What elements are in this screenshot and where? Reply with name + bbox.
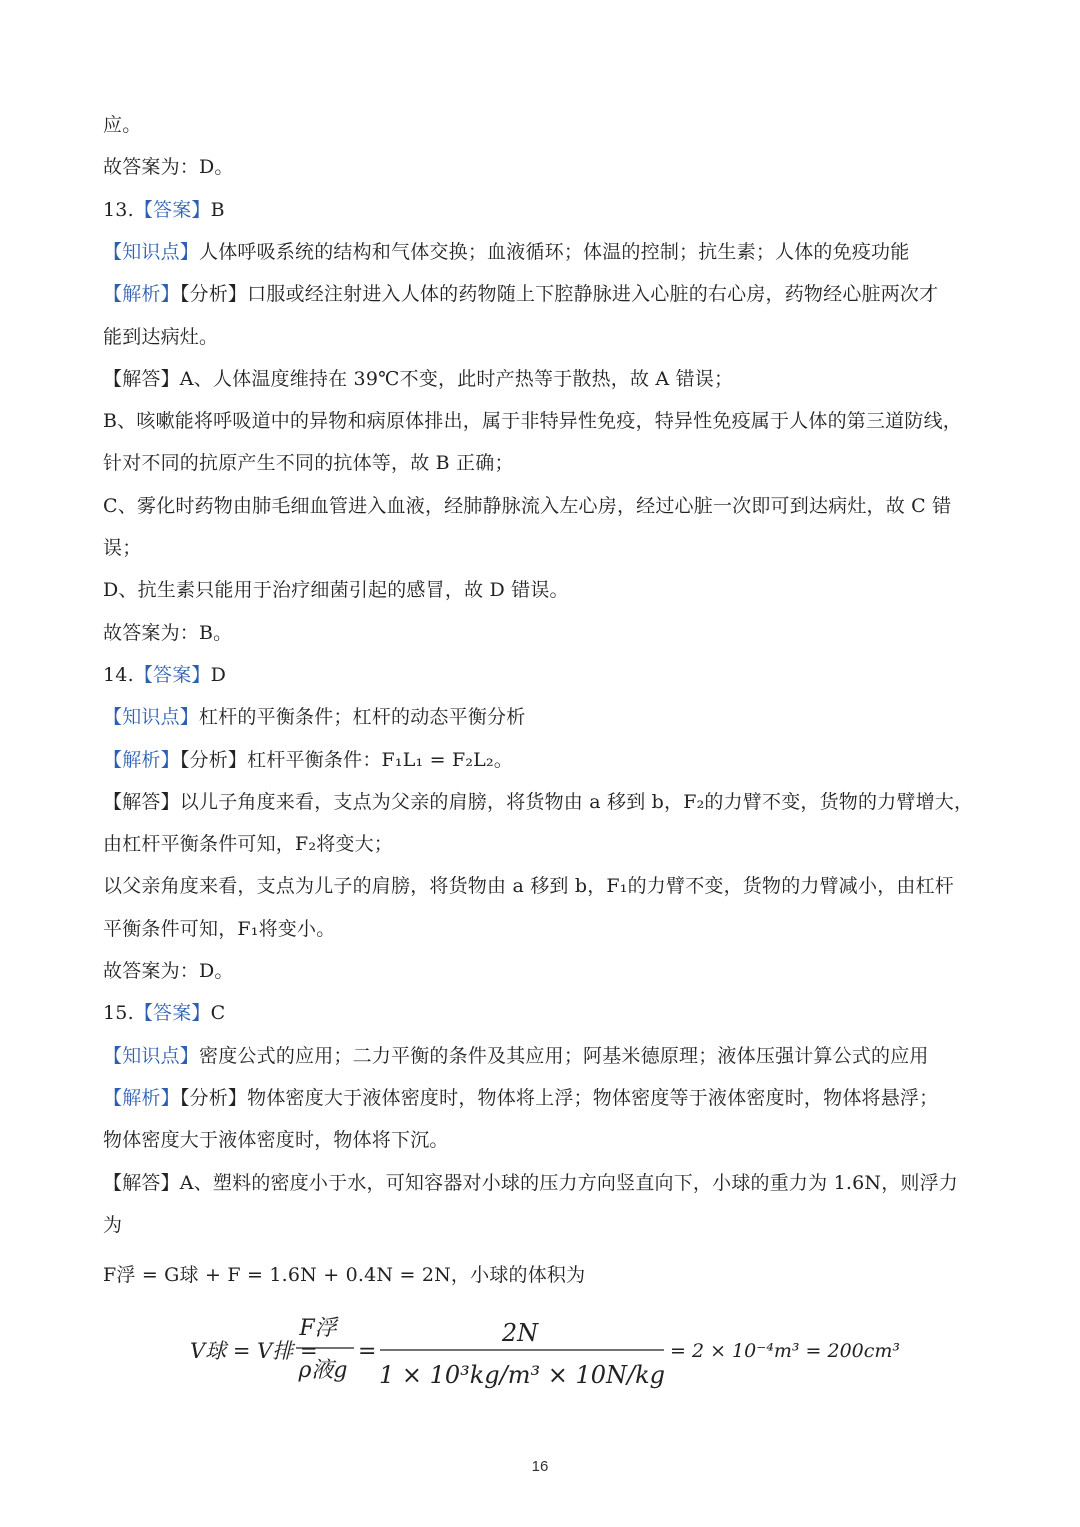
line-text: 【解答】以儿子角度来看，支点为父亲的肩膀，将货物由 a 移到 b，F₂的力臂不变，货物的力臂增大， [103, 791, 974, 813]
text-line [103, 1128, 983, 1152]
section-tag: 【知识点】 [103, 1045, 200, 1067]
line-text: 能到达病灶。 [103, 326, 219, 348]
line-text: 以父亲角度来看，支点为儿子的肩膀，将货物由 a 移到 b，F₁的力臂不变，货物的力臂减小，由杠杆 [103, 875, 955, 897]
text-line [103, 1001, 983, 1025]
text-line [103, 325, 983, 349]
text-line [103, 240, 983, 264]
question-number: 15. [103, 1002, 134, 1024]
formula-num2: 2N [501, 1319, 539, 1347]
text-line [103, 874, 983, 898]
line-text: 针对不同的抗原产生不同的抗体等，故 B 正确； [103, 452, 514, 474]
question-number: 13. [103, 199, 134, 221]
line-text: 人体呼吸系统的结构和气体交换；血液循环；体温的控制；抗生素；人体的免疫功能 [199, 241, 910, 263]
page-number: 16 [531, 1458, 549, 1475]
text-line [103, 155, 983, 179]
line-text: 故答案为：D。 [103, 960, 234, 982]
line-text: C、雾化时药物由肺毛细血管进入血液，经肺静脉流入左心房，经过心脏一次即可到达病灶，故 C 错 [103, 495, 952, 517]
line-text: 【解答】A、人体温度维持在 39℃不变，此时产热等于散热，故 A 错误； [103, 368, 734, 390]
formula-den1: ρ液g [298, 1358, 348, 1383]
line-text: 杠杆的平衡条件；杠杆的动态平衡分析 [199, 706, 526, 728]
text-line [103, 959, 983, 983]
text-line [103, 790, 983, 814]
line-text: B [210, 199, 225, 221]
line-text: C [210, 1002, 226, 1024]
formula-lhs: V球 = V排 = [190, 1339, 318, 1363]
line-text: 【分析】口服或经注射进入人体的药物随上下腔静脉进入心脏的右心房，药物经心脏两次才 [179, 283, 939, 305]
line-text: 误； [103, 537, 142, 559]
line-text: 密度公式的应用；二力平衡的条件及其应用；阿基米德原理；液体压强计算公式的应用 [199, 1045, 929, 1067]
equals-sign: = [358, 1339, 377, 1364]
formula-num1: F浮 [299, 1316, 337, 1341]
text-line [103, 705, 983, 729]
text-line [103, 917, 983, 941]
line-text: 平衡条件可知，F₁将变小。 [103, 918, 336, 940]
text-line [103, 1044, 983, 1068]
line-text: D、抗生素只能用于治疗细菌引起的感冒，故 D 错误。 [103, 579, 569, 601]
formula-rhs: = 2 × 10⁻⁴m³ = 200cm³ [670, 1340, 901, 1362]
formula-graphic [190, 1305, 910, 1400]
text-line [103, 536, 983, 560]
line-text: F浮 = G球 + F = 1.6N + 0.4N = 2N，小球的体积为 [103, 1264, 586, 1286]
section-tag: 【知识点】 [103, 706, 200, 728]
text-line [103, 113, 983, 137]
formula-den2: 1 × 10³kg/m³ × 10N/kg [378, 1361, 666, 1389]
text-line [103, 282, 983, 306]
text-line [103, 578, 983, 602]
text-line [103, 1263, 983, 1287]
line-text: 为 [103, 1214, 123, 1236]
line-text: 【分析】物体密度大于液体密度时，物体将上浮；物体密度等于液体密度时，物体将悬浮； [179, 1087, 939, 1109]
question-number: 14. [103, 664, 134, 686]
section-tag: 【解析】 [103, 749, 180, 771]
text-line [103, 748, 983, 772]
line-text: B、咳嗽能将呼吸道中的异物和病原体排出，属于非特异性免疫，特异性免疫属于人体的第三道防线， [103, 410, 962, 432]
line-text: D [210, 664, 227, 686]
text-line [103, 663, 983, 687]
text-line [103, 1213, 983, 1237]
line-text: 物体密度大于液体密度时，物体将下沉。 [103, 1129, 449, 1151]
text-line [103, 1171, 983, 1195]
text-line [103, 409, 983, 433]
line-text: 应。 [103, 114, 142, 136]
section-tag: 【解析】 [103, 1087, 180, 1109]
section-tag: 【答案】 [133, 664, 211, 686]
text-line [103, 367, 983, 391]
section-tag: 【知识点】 [103, 241, 200, 263]
text-line [103, 621, 983, 645]
line-text: 故答案为：D。 [103, 156, 234, 178]
section-tag: 【解析】 [103, 283, 180, 305]
text-line [103, 1086, 983, 1110]
line-text: 故答案为：B。 [103, 622, 233, 644]
line-text: 由杠杆平衡条件可知，F₂将变大； [103, 833, 394, 855]
text-line [103, 198, 983, 222]
line-text: 【解答】A、塑料的密度小于水，可知容器对小球的压力方向竖直向下，小球的重力为 1.6N，则浮力 [103, 1172, 959, 1194]
section-tag: 【答案】 [133, 199, 211, 221]
text-line [103, 832, 983, 856]
section-tag: 【答案】 [133, 1002, 211, 1024]
text-line [103, 451, 983, 475]
text-line [103, 494, 983, 518]
line-text: 【分析】杠杆平衡条件：F₁L₁ = F₂L₂。 [179, 749, 513, 771]
volume-formula [190, 1305, 910, 1400]
